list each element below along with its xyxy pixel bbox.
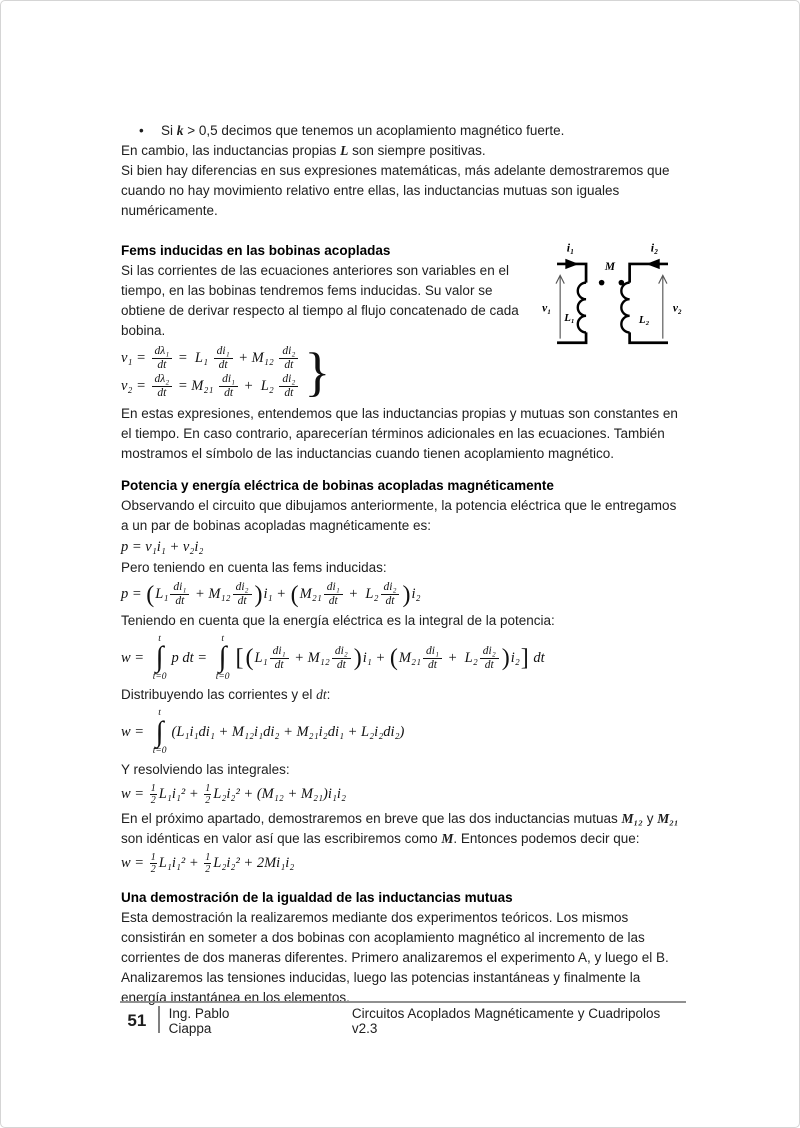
coupling-dot	[599, 280, 605, 286]
equation-power-expanded: p = ( L₁ $\frac{\text{di₁}}{dt}$ + M₁₂ $\frac{\text{di₂}}{dt}$ ) i₁ + ( M₂₁ $\frac{\text{di₁}}{dt}$ + L₂ $\frac{\text{di₂}}{dt}$ ) i₂	[121, 581, 421, 608]
text-segment: En el próximo apartado, demostraremos en breve que las dos inductancias mutuas	[121, 811, 622, 827]
math-var-M: M	[441, 831, 454, 847]
equation-power-simple: p = v₁i₁ + v₂i₂	[121, 538, 204, 555]
label-L2: L₂	[638, 314, 650, 327]
equation-energy-integral: w = t ∫ t=0 p dt = t ∫ t=0 [ ( L₁ $\frac{\text{di₁}}{dt}$ + M₁₂ $\frac{\text{di₂}}{dt}$ ) i₁ + ( M₂₁ $\frac{\text{di₁}}{dt}$ + L₂ $\frac{\text{di₂}}{dt}$ ) i₂ ] dt	[121, 633, 545, 682]
paragraph-fems-after: En estas expresiones, entendemos que las inductancias propias y mutuas son constantes en el tiempo. En caso contrario, aparecerían términos adicionales en las ecuaciones. También mostramos el símbolo de las inductancias cuando tienen acoplamiento magnético.	[121, 405, 678, 461]
coupling-dot	[619, 280, 625, 286]
paragraph-demostracion-body: Esta demostración la realizaremos mediante dos experimentos teóricos. Los mismos consistirán en someter a dos bobinas con acoplamiento magnético al incremento de las corrientes de dos maneras diferentes. Primero analizaremos el experimento A, y luego el B. Analizaremos las tensiones inducidas, luego las potencias instantáneas y finalmente la energía instantánea en los elementos.	[121, 909, 669, 1005]
equation-v1: v₁ = $\frac{\text{dλ₁}}{dt}$ = L₁ $\frac{\text{di₁}}{dt}$ + M₁₂ $\frac{\text{di₂}}{dt}$	[121, 345, 300, 372]
paragraph-distribuyendo	[121, 685, 686, 705]
coil-L2	[621, 283, 629, 333]
paragraph-resolviendo: Y resolviendo las integrales:	[121, 761, 290, 777]
label-i1: i₁	[566, 240, 575, 255]
text-segment: Distribuyendo las corrientes y el	[121, 687, 317, 703]
left-bottom-wire	[557, 332, 586, 342]
page-number: 51	[127, 1011, 147, 1030]
section-fems	[121, 241, 686, 464]
equation-column	[121, 344, 300, 401]
text-segment: > 0,5 decimos que tenemos un acoplamiento magnético fuerte.	[183, 123, 565, 138]
system-brace: }	[304, 341, 331, 402]
equation-fems-system	[121, 341, 526, 402]
label-M: M	[604, 261, 615, 274]
footer-doc-title: Circuitos Acoplados Magnéticamente y Cuadripolos v2.3	[351, 1006, 661, 1036]
voltage-arrow-v2-icon	[659, 275, 667, 338]
footer-divider	[158, 1006, 160, 1033]
heading-potencia: Potencia y energía eléctrica de bobinas acopladas magnéticamente	[121, 477, 554, 493]
label-v2: v₂	[672, 302, 682, 315]
equation-energy-final: w = $\frac{1}{2}$ L₁i₁² + $\frac{1}{2}$ L₂i₂² + 2Mi₁i₂	[121, 852, 295, 876]
paragraph-proximo-apartado	[121, 809, 686, 849]
bullet-item	[139, 121, 686, 141]
text-segment: son idénticas en valor así que las escribiremos como	[121, 831, 442, 847]
label-L1: L₁	[564, 312, 575, 324]
math-var-k: k	[176, 123, 184, 138]
equation-energy-expanded: w = t ∫ t=0 (L₁i₁di₁ + M₁₂i₁di₂ + M₂₁i₂di₁ + L₂i₂di₂)	[121, 708, 405, 757]
math-var-M21: M₂₁	[657, 811, 679, 827]
paragraph-diferencias: Si bien hay diferencias en sus expresiones matemáticas, más adelante demostraremos que cuando no hay movimiento relativo entre ellas, las inductancias mutuas son iguales numéricamente.	[121, 163, 670, 218]
page-footer	[120, 1001, 686, 1036]
footer-author: Ing. Pablo Ciappa	[168, 1006, 230, 1036]
equation-v2: v₂ = $\frac{\text{dλ₂}}{dt}$ = M₂₁ $\frac{\text{di₁}}{dt}$ + L₂ $\frac{\text{di₂}}{dt}$	[121, 373, 300, 400]
paragraph-fems-body: Si las corrientes de las ecuaciones anteriores son variables en el tiempo, en las bobinas tendremos fems inducidas. Su valor se obtiene de derivar respecto al tiempo al flujo concatenado de cada bobina.	[121, 263, 519, 338]
heading-demostracion: Una demostración de la igualdad de las inductancias mutuas	[121, 889, 513, 905]
coil-L1	[578, 283, 586, 333]
math-var-dt: dt	[316, 687, 327, 703]
bullet-icon: •	[139, 123, 144, 138]
paragraph-observando: Observando el circuito que dibujamos anteriormente, la potencia eléctrica que le entregamos a un par de bobinas acopladas magnéticamente es:	[121, 497, 677, 533]
heading-fems: Fems inducidas en las bobinas acopladas	[121, 243, 391, 258]
equation-energy-solved: w = $\frac{1}{2}$ L₁i₁² + $\frac{1}{2}$ L₂i₂² + (M₁₂ + M₂₁)i₁i₂	[121, 782, 346, 806]
section-potencia	[121, 476, 686, 876]
text-segment: :	[326, 687, 331, 703]
voltage-arrow-v1-icon	[556, 275, 564, 338]
current-arrow-i1-icon	[565, 259, 578, 269]
page-content	[121, 121, 686, 1008]
math-var-M12: M₁₂	[621, 811, 643, 827]
paragraph-inductancias-propias	[121, 141, 686, 161]
current-arrow-i2-icon	[646, 259, 659, 269]
text-segment: Si	[161, 123, 177, 138]
left-top-wire	[557, 264, 586, 283]
section-demostracion	[121, 888, 686, 1008]
text-segment: y	[642, 811, 658, 827]
paragraph-teniendo-energia: Teniendo en cuenta que la energía eléctrica es la integral de la potencia:	[121, 612, 555, 628]
text-segment: son siempre positivas.	[348, 143, 486, 158]
text-segment: En cambio, las inductancias propias	[121, 143, 341, 158]
footer-rule	[120, 1001, 686, 1003]
bullet-text	[161, 121, 564, 141]
label-v1: v₁	[542, 302, 552, 315]
coupled-inductors-diagram	[538, 237, 686, 349]
label-i2: i₂	[650, 240, 659, 255]
text-segment: . Entonces podemos decir que:	[453, 831, 640, 847]
paragraph-pero-teniendo: Pero teniendo en cuenta las fems inducidas:	[121, 560, 387, 576]
math-var-L: L	[340, 143, 349, 158]
footer-row	[120, 1006, 686, 1036]
